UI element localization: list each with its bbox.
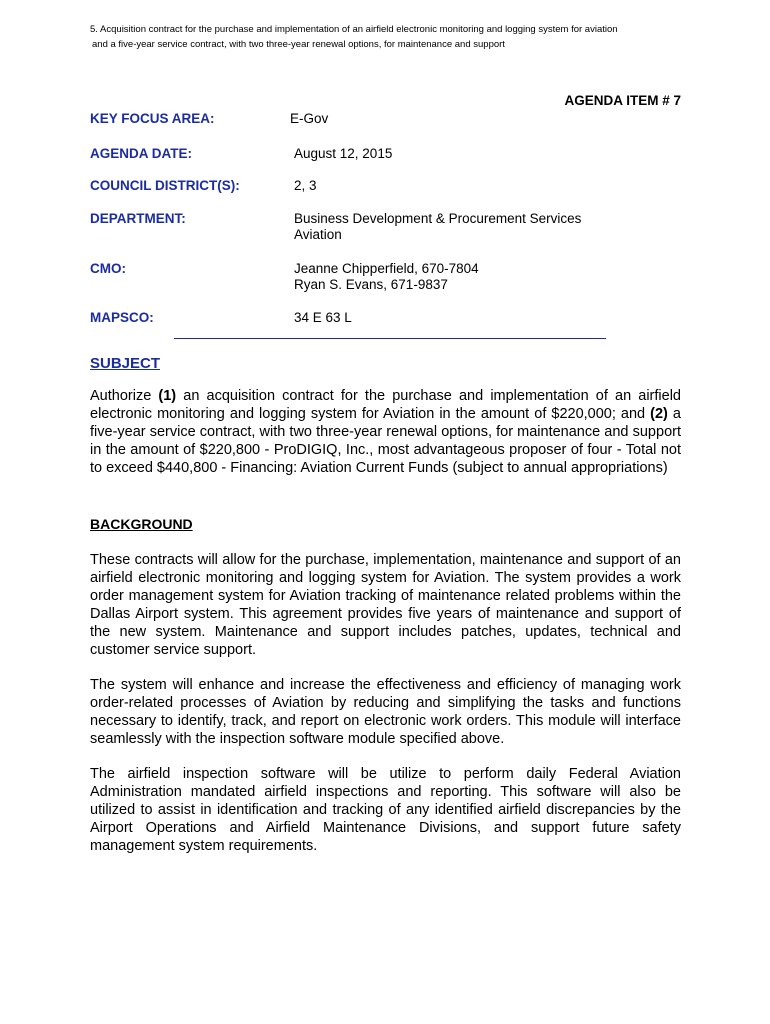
subject-text-3: a five-year service contract, with two three-year renewal options, for maintenance and support in the amount of $220,800 - ProDIGIQ, Inc., most advantageous proposer of four - Total not to exceed $440,800 - Financing: Aviation Current Funds (subject to annual appropriations) (90, 406, 681, 476)
agenda-date-value: August 12, 2015 (294, 146, 393, 161)
agenda-date-label: AGENDA DATE: (90, 146, 192, 161)
background-paragraph-3: The airfield inspection software will be utilize to perform daily Federal Aviation Administration mandated airfield inspections and reporting. This software will also be utilized to assist in identification and tracking of any identified airfield discrepancies by the Airport Operations and Airfield Maintenance Divisions, and support future safety management system requirements. (90, 766, 681, 854)
cmo-label: CMO: (90, 261, 126, 276)
subject-item-2-marker: (2) (650, 406, 668, 422)
department-value-line-1: Business Development & Procurement Services (294, 211, 582, 226)
subject-item-1-marker: (1) (158, 388, 177, 404)
department-value-line-2: Aviation (294, 227, 342, 242)
department-value (294, 211, 694, 243)
department-label: DEPARTMENT: (90, 211, 186, 226)
agenda-item-number: AGENDA ITEM # 7 (564, 93, 681, 108)
key-focus-area-label: KEY FOCUS AREA: (90, 111, 215, 126)
header-note-line-1: 5. Acquisition contract for the purchase and implementation of an airfield electronic monitoring and logging system for aviation (90, 24, 618, 35)
subject-text-2: an acquisition contract for the purchase and implementation of an airfield electronic monitoring and logging system for Aviation in the amount of $220,000; and (90, 388, 681, 422)
divider-rule (174, 338, 606, 339)
background-heading: BACKGROUND (90, 516, 193, 532)
council-districts-label: COUNCIL DISTRICT(S): (90, 178, 240, 193)
header-note-line-2: and a five-year service contract, with two three-year renewal options, for maintenance and support (92, 39, 505, 50)
subject-paragraph (90, 387, 681, 477)
background-paragraph-1: These contracts will allow for the purchase, implementation, maintenance and support of an airfield electronic monitoring and logging system for Aviation. The system provides a work order management system for Aviation tracking of maintenance related problems within the Dallas Airport system. This agreement provides five years of maintenance and support of the new system. Maintenance and support includes patches, updates, technical and customer service support. (90, 552, 681, 658)
mapsco-value: 34 E 63 L (294, 310, 352, 325)
cmo-value-line-1: Jeanne Chipperfield, 670-7804 (294, 261, 479, 276)
background-paragraph-2: The system will enhance and increase the effectiveness and efficiency of managing work order-related processes of Aviation by reducing and simplifying the tasks and functions necessary to identify, track, and report on electronic work orders. This module will interface seamlessly with the inspection software module specified above. (90, 677, 681, 747)
mapsco-label: MAPSCO: (90, 310, 154, 325)
cmo-value-line-2: Ryan S. Evans, 671-9837 (294, 277, 448, 292)
key-focus-area-value: E-Gov (290, 111, 329, 126)
council-districts-value: 2, 3 (294, 178, 317, 193)
subject-text-1: Authorize (90, 388, 159, 404)
cmo-value (294, 261, 694, 293)
subject-heading: SUBJECT (90, 355, 161, 372)
header-note (90, 22, 690, 52)
